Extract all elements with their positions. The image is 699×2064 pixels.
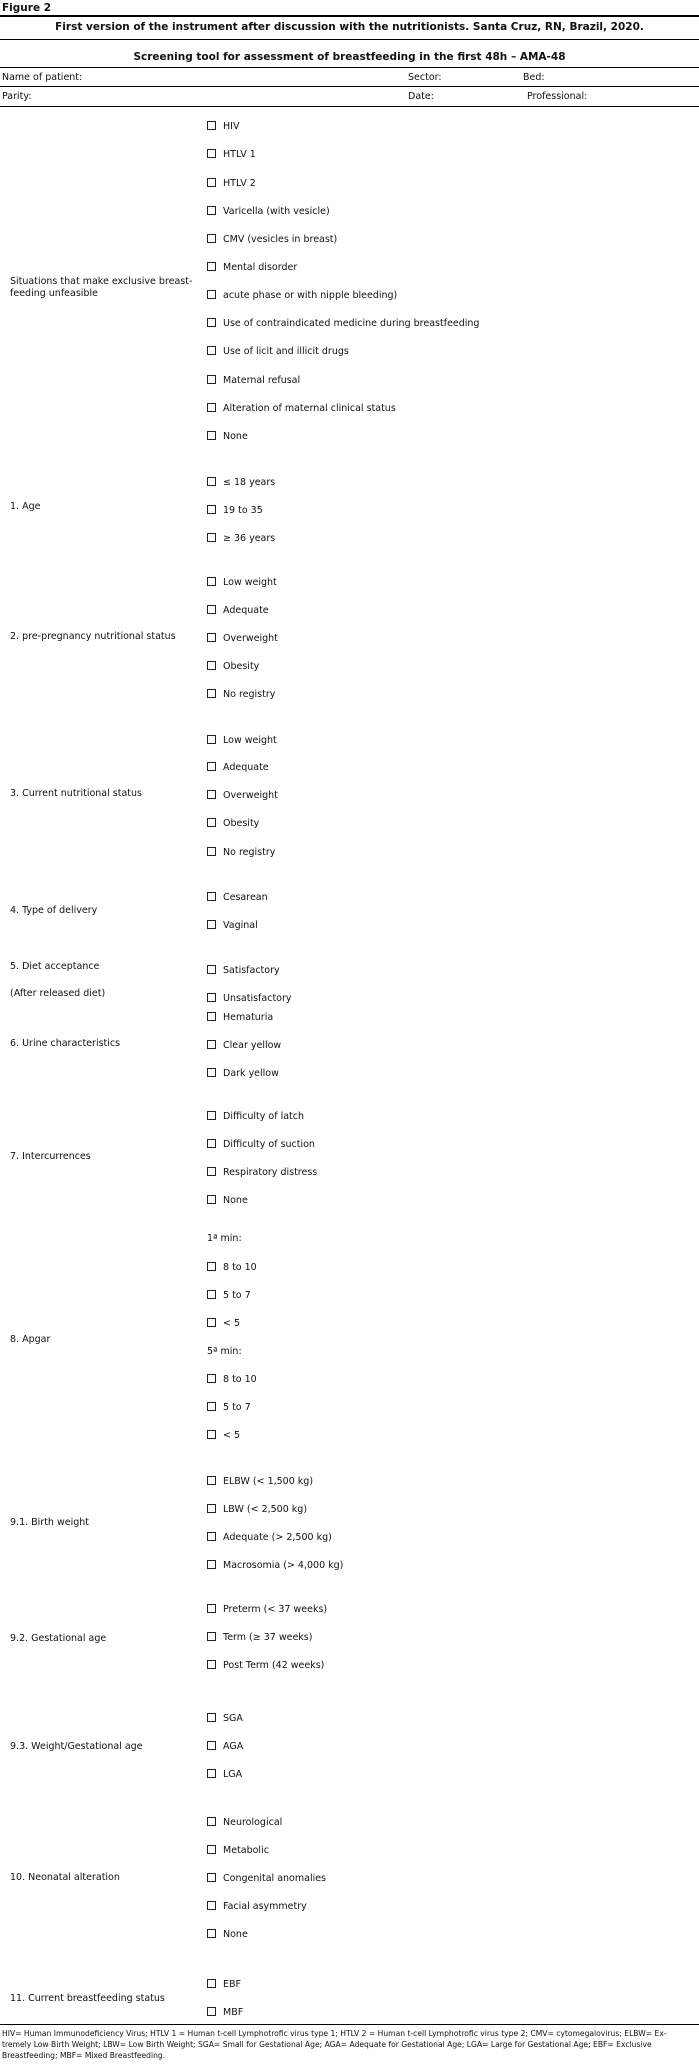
checkbox[interactable] xyxy=(207,1741,216,1750)
option-label: Unsatisfactory xyxy=(223,993,292,1004)
option-item xyxy=(207,605,269,616)
option-item xyxy=(207,1318,240,1329)
option-item xyxy=(207,234,337,245)
checkbox[interactable] xyxy=(207,847,216,856)
section-label: 4. Type of delivery xyxy=(10,905,98,916)
option-item xyxy=(207,1374,257,1385)
option-item xyxy=(207,1402,251,1413)
section-label: 6. Urine characteristics xyxy=(10,1038,121,1049)
option-item xyxy=(207,121,239,132)
option-item xyxy=(207,1195,248,1206)
option-label: Post Term (42 weeks) xyxy=(223,1660,325,1671)
option-label: Preterm (< 37 weeks) xyxy=(223,1604,328,1615)
checkbox[interactable] xyxy=(207,477,216,486)
option-item xyxy=(207,577,277,588)
option-label: SGA xyxy=(223,1713,243,1724)
option-label: Term (≥ 37 weeks) xyxy=(223,1632,313,1643)
checkbox[interactable] xyxy=(207,505,216,514)
checkbox[interactable] xyxy=(207,403,216,412)
checkbox[interactable] xyxy=(207,290,216,299)
checkbox[interactable] xyxy=(207,577,216,586)
option-item xyxy=(207,1040,281,1051)
checkbox[interactable] xyxy=(207,892,216,901)
option-item xyxy=(207,477,275,488)
checkbox[interactable] xyxy=(207,121,216,130)
tool-title: Screening tool for assessment of breastfeeding in the first 48h – AMA-48 xyxy=(133,51,566,63)
date-label: Date: xyxy=(408,91,434,102)
checkbox[interactable] xyxy=(207,318,216,327)
option-label: Obesity xyxy=(223,818,260,829)
checkbox[interactable] xyxy=(207,735,216,744)
option-label: Adequate (> 2,500 kg) xyxy=(223,1532,332,1543)
option-item xyxy=(207,178,256,189)
checkbox[interactable] xyxy=(207,1632,216,1641)
option-item xyxy=(207,1012,273,1023)
option-item xyxy=(207,1769,242,1780)
checkbox[interactable] xyxy=(207,206,216,215)
option-item xyxy=(207,1290,251,1301)
section-label: Situations that make exclusive breast-feeding unfeasible xyxy=(10,276,193,299)
option-label: None xyxy=(223,431,248,442)
option-item xyxy=(207,1741,243,1752)
option-item xyxy=(207,1901,307,1912)
option-item xyxy=(207,1262,257,1273)
option-label: None xyxy=(223,1195,248,1206)
option-item xyxy=(207,1068,279,1079)
option-item xyxy=(207,431,248,442)
option-label: Difficulty of suction xyxy=(223,1139,315,1150)
option-label: Hematuria xyxy=(223,1012,274,1023)
checkbox[interactable] xyxy=(207,1068,216,1077)
rule xyxy=(0,67,699,68)
option-label: Difficulty of latch xyxy=(223,1111,304,1122)
option-label: Use of contraindicated medicine during breastfeeding xyxy=(223,318,480,329)
option-item xyxy=(207,1504,307,1515)
option-item xyxy=(207,149,256,160)
option-item xyxy=(207,1430,240,1441)
checkbox[interactable] xyxy=(207,689,216,698)
section-label: 7. Intercurrences xyxy=(10,1151,91,1162)
option-label: Vaginal xyxy=(223,920,258,931)
checkbox[interactable] xyxy=(207,818,216,827)
option-item xyxy=(207,1713,243,1724)
option-label: Dark yellow xyxy=(223,1068,279,1079)
checkbox[interactable] xyxy=(207,993,216,1002)
option-label: Use of licit and illicit drugs xyxy=(223,346,349,357)
option-item xyxy=(207,993,292,1004)
checkbox[interactable] xyxy=(207,1012,216,1021)
option-item xyxy=(207,892,268,903)
option-label: Varicella (with vesicle) xyxy=(223,206,330,217)
checkbox[interactable] xyxy=(207,375,216,384)
option-item xyxy=(207,790,278,801)
checkbox[interactable] xyxy=(207,1195,216,1204)
option-label: AGA xyxy=(223,1741,244,1752)
checkbox[interactable] xyxy=(207,1532,216,1541)
option-label: HTLV 2 xyxy=(223,178,256,189)
option-label: 8 to 10 xyxy=(223,1262,257,1273)
name-label: Name of patient: xyxy=(2,72,83,83)
option-item xyxy=(207,818,259,829)
checkbox[interactable] xyxy=(207,1167,216,1176)
checkbox[interactable] xyxy=(207,1845,216,1854)
checkbox[interactable] xyxy=(207,1873,216,1882)
checkbox[interactable] xyxy=(207,1040,216,1049)
checkbox[interactable] xyxy=(207,1713,216,1722)
checkbox[interactable] xyxy=(207,1979,216,1988)
checkbox[interactable] xyxy=(207,149,216,158)
option-label: Clear yellow xyxy=(223,1040,282,1051)
checkbox[interactable] xyxy=(207,1262,216,1271)
option-label: CMV (vesicles in breast) xyxy=(223,234,338,245)
option-label: Low weight xyxy=(223,735,277,746)
option-item xyxy=(207,633,278,644)
option-label: None xyxy=(223,1929,248,1940)
section-label: 9.3. Weight/Gestational age xyxy=(10,1741,143,1752)
option-item xyxy=(207,206,330,217)
option-item xyxy=(207,1873,326,1884)
section-label: 2. pre-pregnancy nutritional status xyxy=(10,631,176,642)
option-label: Cesarean xyxy=(223,892,268,903)
checkbox[interactable] xyxy=(207,1476,216,1485)
option-label: Neurological xyxy=(223,1817,283,1828)
option-label: MBF xyxy=(223,2007,244,2018)
option-item xyxy=(207,1167,317,1178)
option-label: LGA xyxy=(223,1769,243,1780)
option-label: 5 to 7 xyxy=(223,1290,251,1301)
option-label: 8 to 10 xyxy=(223,1374,257,1385)
option-item xyxy=(207,1929,248,1940)
bottom-rule xyxy=(0,2024,699,2025)
checkbox[interactable] xyxy=(207,1929,216,1938)
option-label: Alteration of maternal clinical status xyxy=(223,403,396,414)
option-item xyxy=(207,661,259,672)
option-label: Satisfactory xyxy=(223,965,280,976)
checkbox[interactable] xyxy=(207,1604,216,1613)
checkbox[interactable] xyxy=(207,1430,216,1439)
option-item xyxy=(207,318,479,329)
option-item xyxy=(207,290,397,301)
option-item xyxy=(207,847,275,858)
option-item xyxy=(207,689,275,700)
checkbox[interactable] xyxy=(207,762,216,771)
checkbox[interactable] xyxy=(207,262,216,271)
checkbox[interactable] xyxy=(207,1901,216,1910)
figure-title: First version of the instrument after discussion with the nutritionists. Santa Cruz, RN, Brazil, 2020. xyxy=(55,21,644,33)
option-label: 5 to 7 xyxy=(223,1402,251,1413)
bed-label: Bed: xyxy=(523,72,545,83)
section-label: 3. Current nutritional status xyxy=(10,788,142,799)
checkbox[interactable] xyxy=(207,1769,216,1778)
option-label: Maternal refusal xyxy=(223,375,301,386)
option-item xyxy=(207,1632,312,1643)
checkbox[interactable] xyxy=(207,1402,216,1411)
sector-label: Sector: xyxy=(408,72,442,83)
option-label: 19 to 35 xyxy=(223,505,263,516)
option-label: Facial asymmetry xyxy=(223,1901,307,1912)
option-label: Adequate xyxy=(223,605,269,616)
professional-label: Professional: xyxy=(527,91,588,102)
parity-label: Parity: xyxy=(2,91,32,102)
option-item xyxy=(207,533,275,544)
checkbox[interactable] xyxy=(207,346,216,355)
option-item xyxy=(207,1817,282,1828)
option-item xyxy=(207,346,349,357)
checkbox[interactable] xyxy=(207,790,216,799)
checkbox[interactable] xyxy=(207,1318,216,1327)
option-label: Metabolic xyxy=(223,1845,269,1856)
section-label-note: (After released diet) xyxy=(10,988,106,999)
option-item xyxy=(207,262,297,273)
option-label: < 5 xyxy=(223,1318,241,1329)
checkbox[interactable] xyxy=(207,1374,216,1383)
option-label: Obesity xyxy=(223,661,260,672)
checkbox[interactable] xyxy=(207,1817,216,1826)
option-label: Macrosomia (> 4,000 kg) xyxy=(223,1560,344,1571)
option-item xyxy=(207,1660,324,1671)
option-item xyxy=(207,505,263,516)
checkbox[interactable] xyxy=(207,431,216,440)
checkbox[interactable] xyxy=(207,533,216,542)
option-label: HTLV 1 xyxy=(223,149,256,160)
checkbox[interactable] xyxy=(207,1111,216,1120)
rule xyxy=(0,106,699,107)
option-label: No registry xyxy=(223,847,276,858)
option-label: Mental disorder xyxy=(223,262,298,273)
checkbox[interactable] xyxy=(207,1139,216,1148)
section-label: 5. Diet acceptance xyxy=(10,961,100,972)
top-rule xyxy=(0,15,699,17)
apgar-5min-label: 5ª min: xyxy=(207,1346,242,1357)
option-label: Congenital anomalies xyxy=(223,1873,327,1884)
option-item xyxy=(207,1604,327,1615)
option-item xyxy=(207,1111,304,1122)
option-item xyxy=(207,2007,243,2018)
section-label: 1. Age xyxy=(10,501,41,512)
option-item xyxy=(207,1845,269,1856)
option-label: Overweight xyxy=(223,790,278,801)
option-label: ELBW (< 1,500 kg) xyxy=(223,1476,314,1487)
option-label: ≤ 18 years xyxy=(223,477,276,488)
option-label: < 5 xyxy=(223,1430,241,1441)
option-label: EBF xyxy=(223,1979,241,1990)
checkbox[interactable] xyxy=(207,1290,216,1299)
option-label: acute phase or with nipple bleeding) xyxy=(223,290,398,301)
option-item xyxy=(207,735,277,746)
option-item xyxy=(207,965,280,976)
checkbox[interactable] xyxy=(207,1560,216,1569)
figure-label: Figure 2 xyxy=(2,2,52,14)
section-label: 11. Current breastfeeding status xyxy=(10,1993,165,2004)
option-item xyxy=(207,920,258,931)
option-label: No registry xyxy=(223,689,276,700)
checkbox[interactable] xyxy=(207,605,216,614)
section-label: 10. Neonatal alteration xyxy=(10,1872,120,1883)
option-label: Adequate xyxy=(223,762,269,773)
apgar-1min-label: 1ª min: xyxy=(207,1233,242,1244)
checkbox[interactable] xyxy=(207,178,216,187)
option-label: HIV xyxy=(223,121,240,132)
checkbox[interactable] xyxy=(207,661,216,670)
option-label: Low weight xyxy=(223,577,277,588)
footnote: HIV= Human Immunodeficiency Virus; HTLV 1 = Human t-cell Lymphotrofic virus type 1; HTLV 2 = Human t-cell Lymphotrofic virus type 2; CMV= cytomegalovirus; ELBW= Ex-tremely Low Birth Weight; LBW= Low Birth Weight; SGA= Small for Gestational Age; AGA= Adequate for Gestational Age; LGA= Large for Gestational Age; EBF= Exclusive Breastfeeding; MBF= Mixed Breastfeeding. xyxy=(2,2029,667,2060)
option-item xyxy=(207,1979,241,1990)
rule xyxy=(0,86,699,87)
option-item xyxy=(207,1560,343,1571)
section-label: 8. Apgar xyxy=(10,1334,51,1345)
option-item xyxy=(207,403,396,414)
checkbox[interactable] xyxy=(207,1660,216,1669)
checkbox[interactable] xyxy=(207,633,216,642)
checkbox[interactable] xyxy=(207,965,216,974)
checkbox[interactable] xyxy=(207,2007,216,2016)
option-label: LBW (< 2,500 kg) xyxy=(223,1504,308,1515)
checkbox[interactable] xyxy=(207,920,216,929)
checkbox[interactable] xyxy=(207,234,216,243)
option-label: Overweight xyxy=(223,633,278,644)
checkbox[interactable] xyxy=(207,1504,216,1513)
rule xyxy=(0,39,699,40)
option-item xyxy=(207,762,269,773)
option-label: Respiratory distress xyxy=(223,1167,318,1178)
option-label: ≥ 36 years xyxy=(223,533,276,544)
option-item xyxy=(207,375,300,386)
option-item xyxy=(207,1476,313,1487)
section-label: 9.1. Birth weight xyxy=(10,1517,90,1528)
option-item xyxy=(207,1532,332,1543)
section-label: 9.2. Gestational age xyxy=(10,1633,107,1644)
option-item xyxy=(207,1139,315,1150)
